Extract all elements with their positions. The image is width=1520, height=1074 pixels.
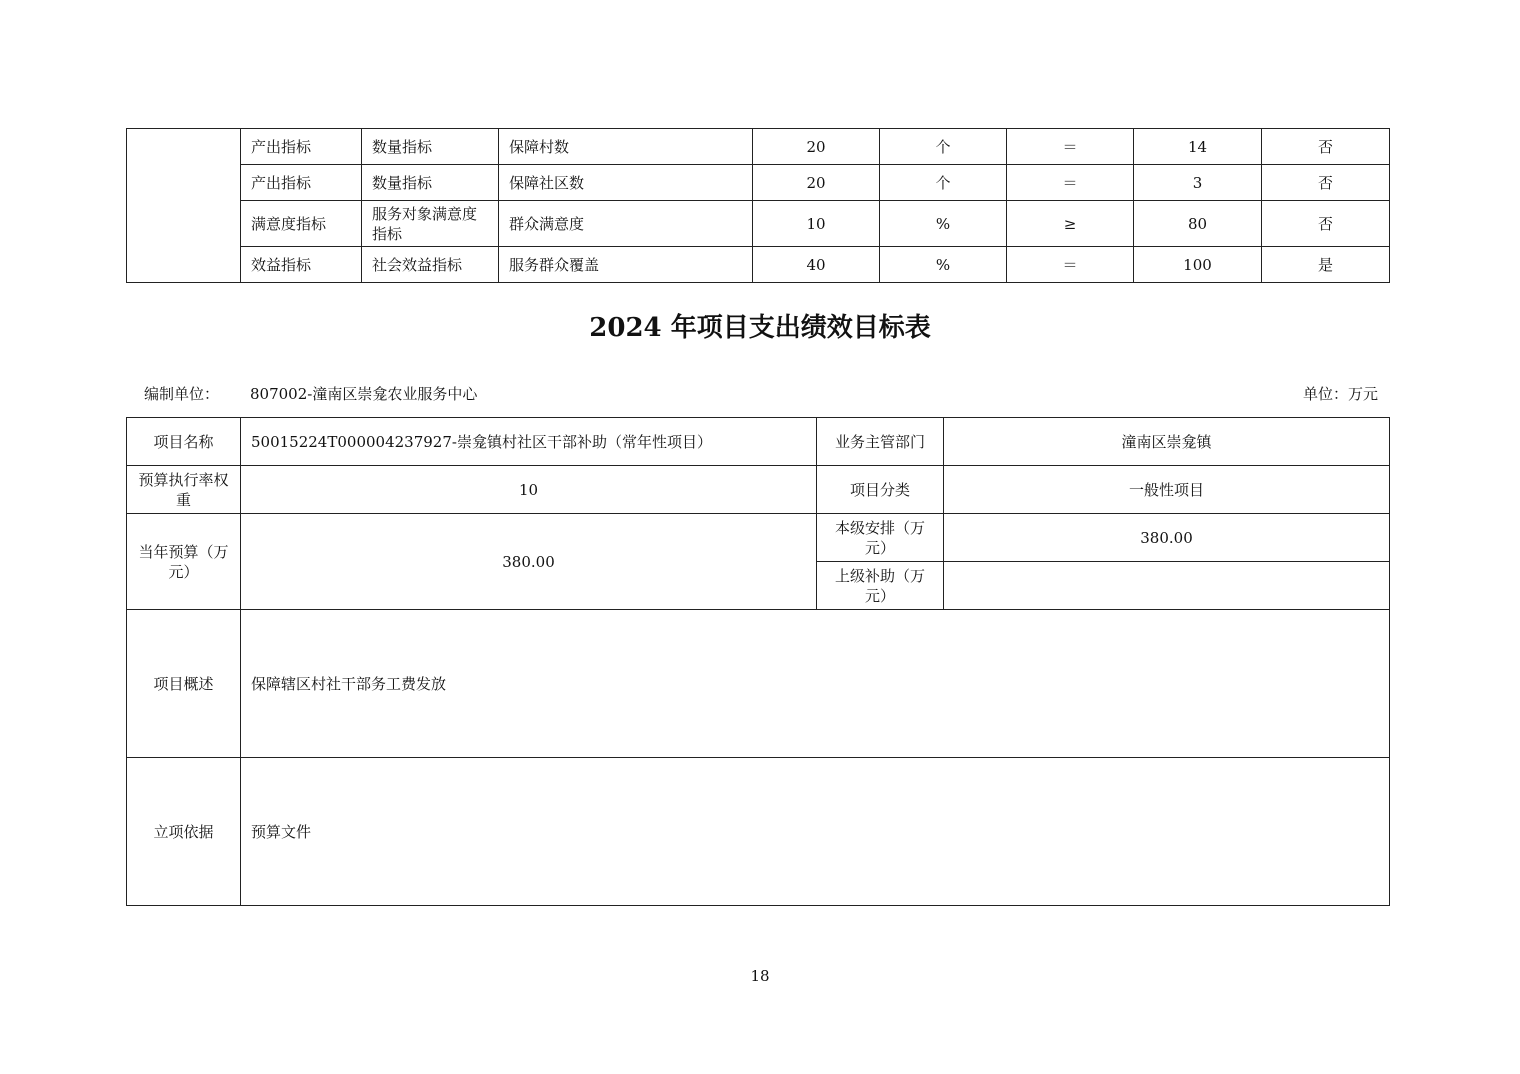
indicator-target: 80 (1134, 201, 1262, 247)
level1-indicator: 效益指标 (241, 247, 362, 283)
indicator-unit: 个 (880, 165, 1007, 201)
project-info-table (126, 417, 1390, 906)
indicator-row (127, 201, 1390, 247)
level1-indicator: 产出指标 (241, 129, 362, 165)
local-funding-label: 本级安排（万元） (817, 514, 944, 562)
indicator-core: 否 (1262, 201, 1390, 247)
currency-unit: 单位：万元 (1302, 385, 1378, 403)
org-unit-value: 807002-潼南区崇龛农业服务中心 (250, 385, 478, 403)
indicator-unit: % (880, 201, 1007, 247)
indicator-weight: 40 (753, 247, 880, 283)
indicator-name: 服务群众覆盖 (499, 247, 753, 283)
indicator-weight: 20 (753, 165, 880, 201)
indicator-unit: % (880, 247, 1007, 283)
summary-row (127, 610, 1390, 758)
indicator-row (127, 247, 1390, 283)
level2-indicator: 社会效益指标 (362, 247, 499, 283)
weight-label: 预算执行率权重 (127, 466, 241, 514)
category-label: 项目分类 (817, 466, 944, 514)
level1-indicator: 产出指标 (241, 165, 362, 201)
basis-label: 立项依据 (127, 758, 241, 906)
budget-value: 380.00 (241, 514, 817, 610)
project-name-label: 项目名称 (127, 418, 241, 466)
level2-indicator: 数量指标 (362, 129, 499, 165)
upper-funding-label: 上级补助（万元） (817, 562, 944, 610)
category-value: 一般性项目 (944, 466, 1390, 514)
project-name-row (127, 418, 1390, 466)
empty-merged-cell (127, 129, 241, 283)
basis-row (127, 758, 1390, 906)
weight-value: 10 (241, 466, 817, 514)
local-funding-value: 380.00 (944, 514, 1390, 562)
indicator-name: 保障社区数 (499, 165, 753, 201)
indicator-core: 否 (1262, 129, 1390, 165)
basis-value: 预算文件 (241, 758, 1390, 906)
indicator-table (126, 128, 1390, 283)
indicator-weight: 10 (753, 201, 880, 247)
summary-value: 保障辖区村社干部务工费发放 (241, 610, 1390, 758)
page-number: 18 (750, 967, 770, 985)
indicator-name: 群众满意度 (499, 201, 753, 247)
indicator-weight: 20 (753, 129, 880, 165)
dept-value: 潼南区崇龛镇 (944, 418, 1390, 466)
indicator-target: 100 (1134, 247, 1262, 283)
indicator-target: 14 (1134, 129, 1262, 165)
indicator-operator: ≥ (1007, 201, 1134, 247)
budget-row (127, 514, 1390, 562)
page-title: 2024 年项目支出绩效目标表 (589, 313, 931, 343)
indicator-target: 3 (1134, 165, 1262, 201)
weight-row (127, 466, 1390, 514)
summary-label: 项目概述 (127, 610, 241, 758)
budget-label: 当年预算（万元） (127, 514, 241, 610)
level2-indicator: 服务对象满意度指标 (362, 201, 499, 247)
indicator-row (127, 165, 1390, 201)
indicator-operator: ＝ (1007, 129, 1134, 165)
dept-label: 业务主管部门 (817, 418, 944, 466)
indicator-core: 是 (1262, 247, 1390, 283)
indicator-operator: ＝ (1007, 247, 1134, 283)
indicator-core: 否 (1262, 165, 1390, 201)
indicator-row (127, 129, 1390, 165)
upper-funding-value (944, 562, 1390, 610)
level1-indicator: 满意度指标 (241, 201, 362, 247)
indicator-name: 保障村数 (499, 129, 753, 165)
project-name-value: 50015224T000004237927-崇龛镇村社区干部补助（常年性项目） (241, 418, 817, 466)
level2-indicator: 数量指标 (362, 165, 499, 201)
indicator-operator: ＝ (1007, 165, 1134, 201)
indicator-unit: 个 (880, 129, 1007, 165)
org-unit-label: 编制单位： (144, 385, 220, 403)
